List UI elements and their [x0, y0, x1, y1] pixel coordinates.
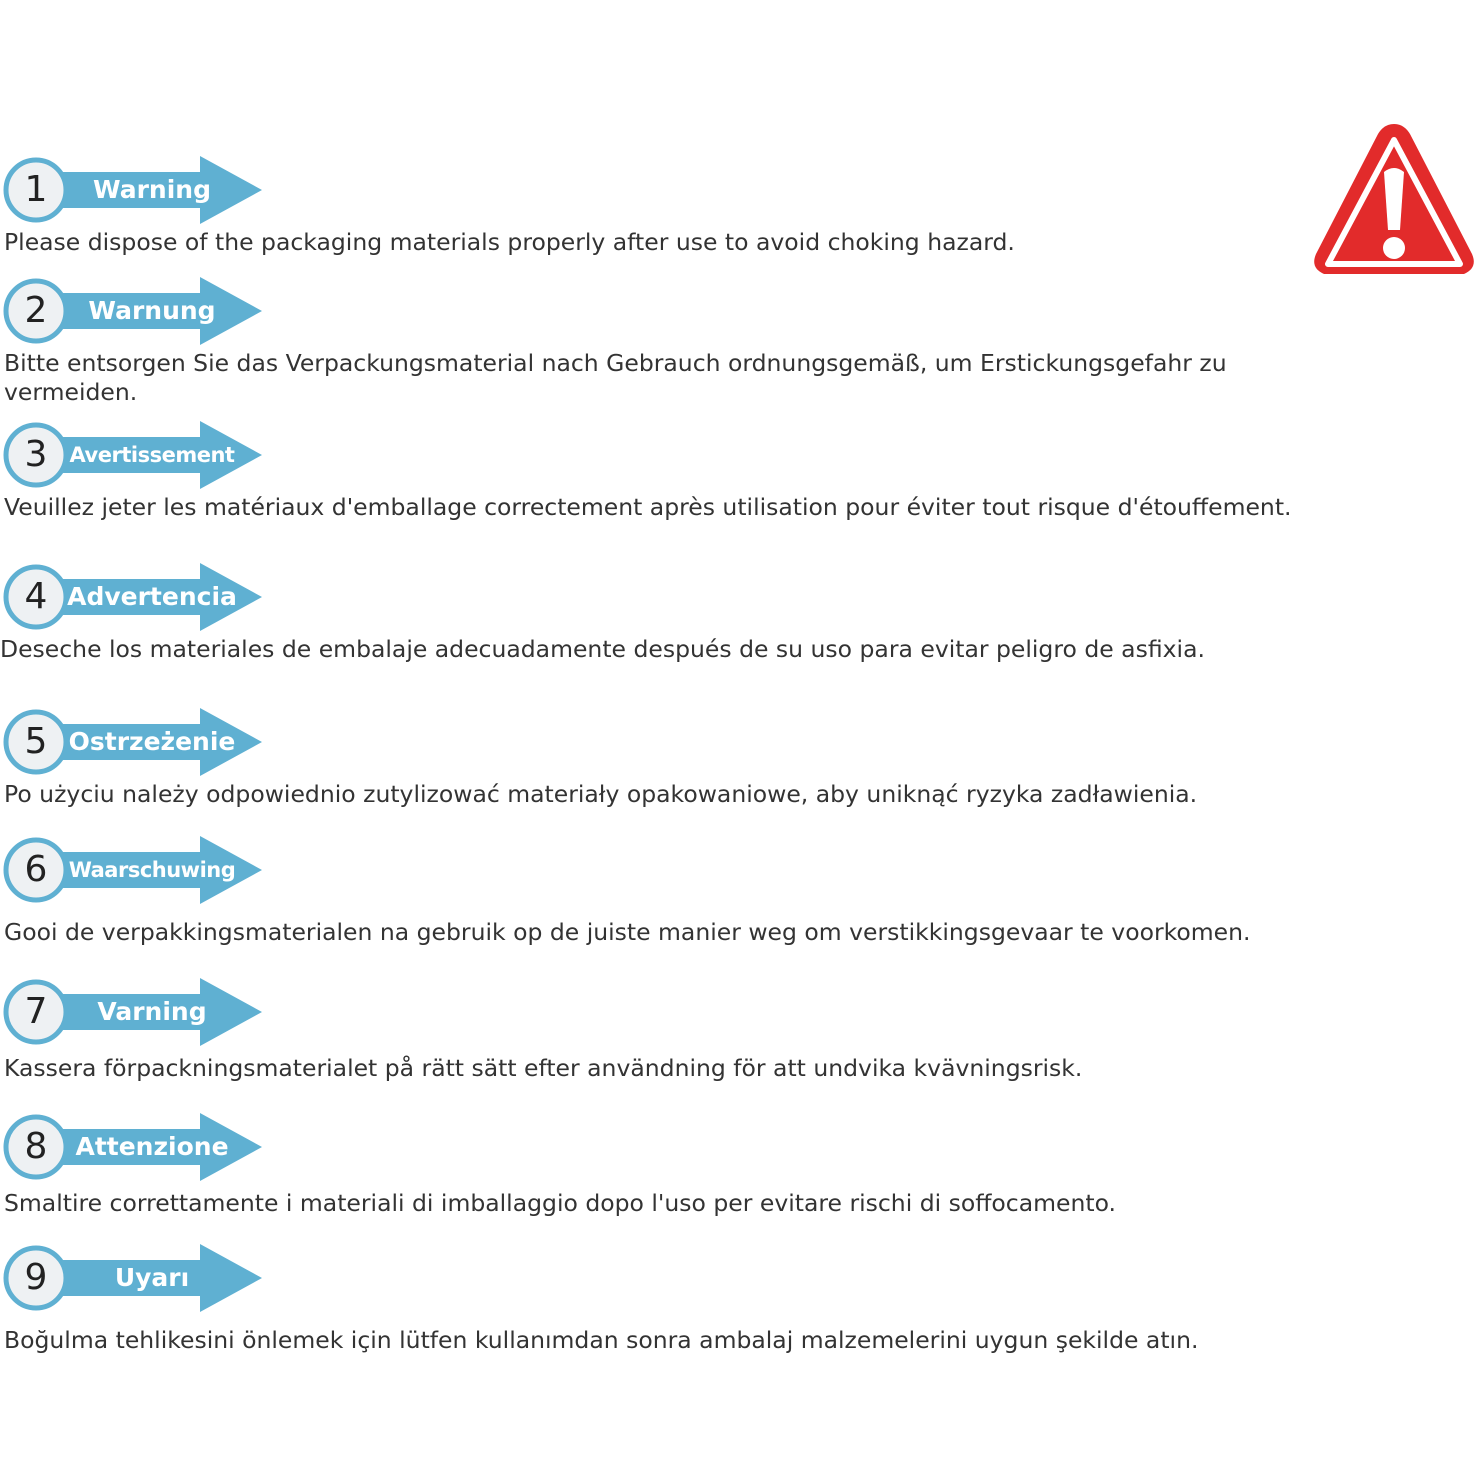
step-number: 8 [24, 1126, 48, 1167]
warning-triangle-icon [1310, 118, 1477, 288]
warning-text: Bitte entsorgen Sie das Verpackungsmaterial nach Gebrauch ordnungsgemäß, um Erstickungsgefahr zu vermeiden. [4, 349, 1227, 406]
warning-text: Boğulma tehlikesini önlemek için lütfen kullanımdan sonra ambalaj malzemelerini uygun şekilde atın. [4, 1326, 1199, 1354]
step-number: 5 [24, 721, 48, 762]
step-number: 6 [24, 849, 48, 890]
warning-text: Po użyciu należy odpowiednio zutylizować materiały opakowaniowe, aby uniknąć ryzyka zadławienia. [4, 780, 1198, 808]
warning-block-7 [0, 976, 1300, 1083]
warning-label: Avertissement [69, 443, 235, 467]
warning-label: Advertencia [67, 582, 237, 611]
warning-label: Warnung [88, 296, 216, 325]
warning-label: Waarschuwing [68, 858, 236, 882]
warning-badge [0, 275, 268, 347]
warning-text: Deseche los materiales de embalaje adecuadamente después de su uso para evitar peligro de asfixia. [0, 635, 1205, 663]
warning-label: Attenzione [75, 1132, 229, 1161]
warning-block-6 [0, 834, 1300, 947]
step-number: 3 [24, 434, 48, 475]
warning-text: Please dispose of the packaging materials properly after use to avoid choking hazard. [4, 228, 1015, 256]
warning-badge [0, 419, 268, 491]
warning-badge [0, 561, 268, 633]
step-number: 7 [24, 991, 48, 1032]
warning-badge [0, 154, 268, 226]
warning-badge [0, 1111, 268, 1183]
warning-text: Veuillez jeter les matériaux d'emballage correctement après utilisation pour éviter tout risque d'étouffement. [4, 493, 1292, 521]
warning-label: Varning [97, 997, 207, 1026]
warning-label: Uyarı [114, 1263, 190, 1292]
warning-badge [0, 1242, 268, 1314]
warning-block-5 [0, 706, 1300, 809]
warning-badge [0, 706, 268, 778]
warning-block-2 [0, 275, 1300, 407]
warning-block-1 [0, 154, 1300, 257]
step-number: 9 [24, 1257, 48, 1298]
warning-badge [0, 834, 268, 906]
warning-block-3 [0, 419, 1300, 522]
warning-text: Gooi de verpakkingsmaterialen na gebruik op de juiste manier weg om verstikkingsgevaar te voorkomen. [4, 918, 1251, 946]
step-number: 2 [24, 290, 48, 331]
step-number: 4 [24, 576, 48, 617]
warning-block-4 [0, 561, 1300, 664]
warning-label: Warning [93, 175, 211, 204]
warning-block-8 [0, 1111, 1300, 1218]
warning-block-9 [0, 1242, 1300, 1355]
warning-label: Ostrzeżenie [68, 727, 236, 756]
warning-text: Kassera förpackningsmaterialet på rätt sätt efter användning för att undvika kvävningsrisk. [4, 1054, 1083, 1082]
warning-text: Smaltire correttamente i materiali di imballaggio dopo l'uso per evitare rischi di soffocamento. [4, 1189, 1117, 1217]
step-number: 1 [24, 169, 48, 210]
warning-badge [0, 976, 268, 1048]
